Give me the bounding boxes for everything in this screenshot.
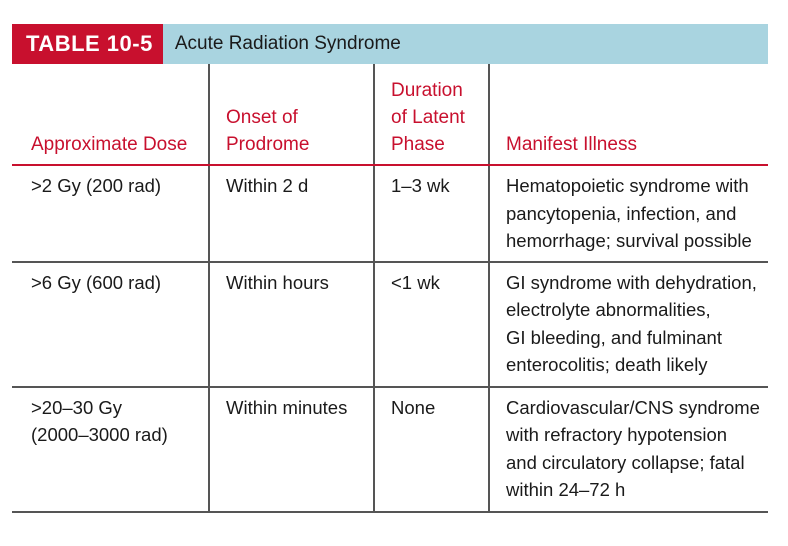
cell-onset: Within 2 d (209, 165, 374, 262)
header-approximate-dose: Approximate Dose (12, 64, 209, 165)
table-container (12, 24, 768, 513)
cell-illness: GI syndrome with dehydration, electrolyte abnormalities, GI bleeding, and fulminant enterocolitis; death likely (489, 262, 768, 387)
header-onset-of-prodrome: Onset of Prodrome (209, 64, 374, 165)
cell-latent: 1–3 wk (374, 165, 489, 262)
table-row (12, 262, 768, 387)
table-title: Acute Radiation Syndrome (163, 24, 768, 64)
cell-onset: Within hours (209, 262, 374, 387)
cell-illness: Cardiovascular/CNS syndrome with refractory hypotension and circulatory collapse; fatal within 24–72 h (489, 387, 768, 512)
header-duration-of-latent-phase: Duration of Latent Phase (374, 64, 489, 165)
cell-onset: Within minutes (209, 387, 374, 512)
table-row (12, 387, 768, 512)
header-row (12, 64, 768, 165)
radiation-syndrome-table (12, 64, 768, 513)
header-manifest-illness: Manifest Illness (489, 64, 768, 165)
table-title-bar (12, 24, 768, 64)
cell-dose: >6 Gy (600 rad) (12, 262, 209, 387)
table-row (12, 165, 768, 262)
cell-dose: >2 Gy (200 rad) (12, 165, 209, 262)
cell-latent: None (374, 387, 489, 512)
cell-latent: <1 wk (374, 262, 489, 387)
table-number-tag: TABLE 10-5 (12, 24, 163, 64)
cell-dose: >20–30 Gy (2000–3000 rad) (12, 387, 209, 512)
cell-illness: Hematopoietic syndrome with pancytopenia, infection, and hemorrhage; survival possible (489, 165, 768, 262)
